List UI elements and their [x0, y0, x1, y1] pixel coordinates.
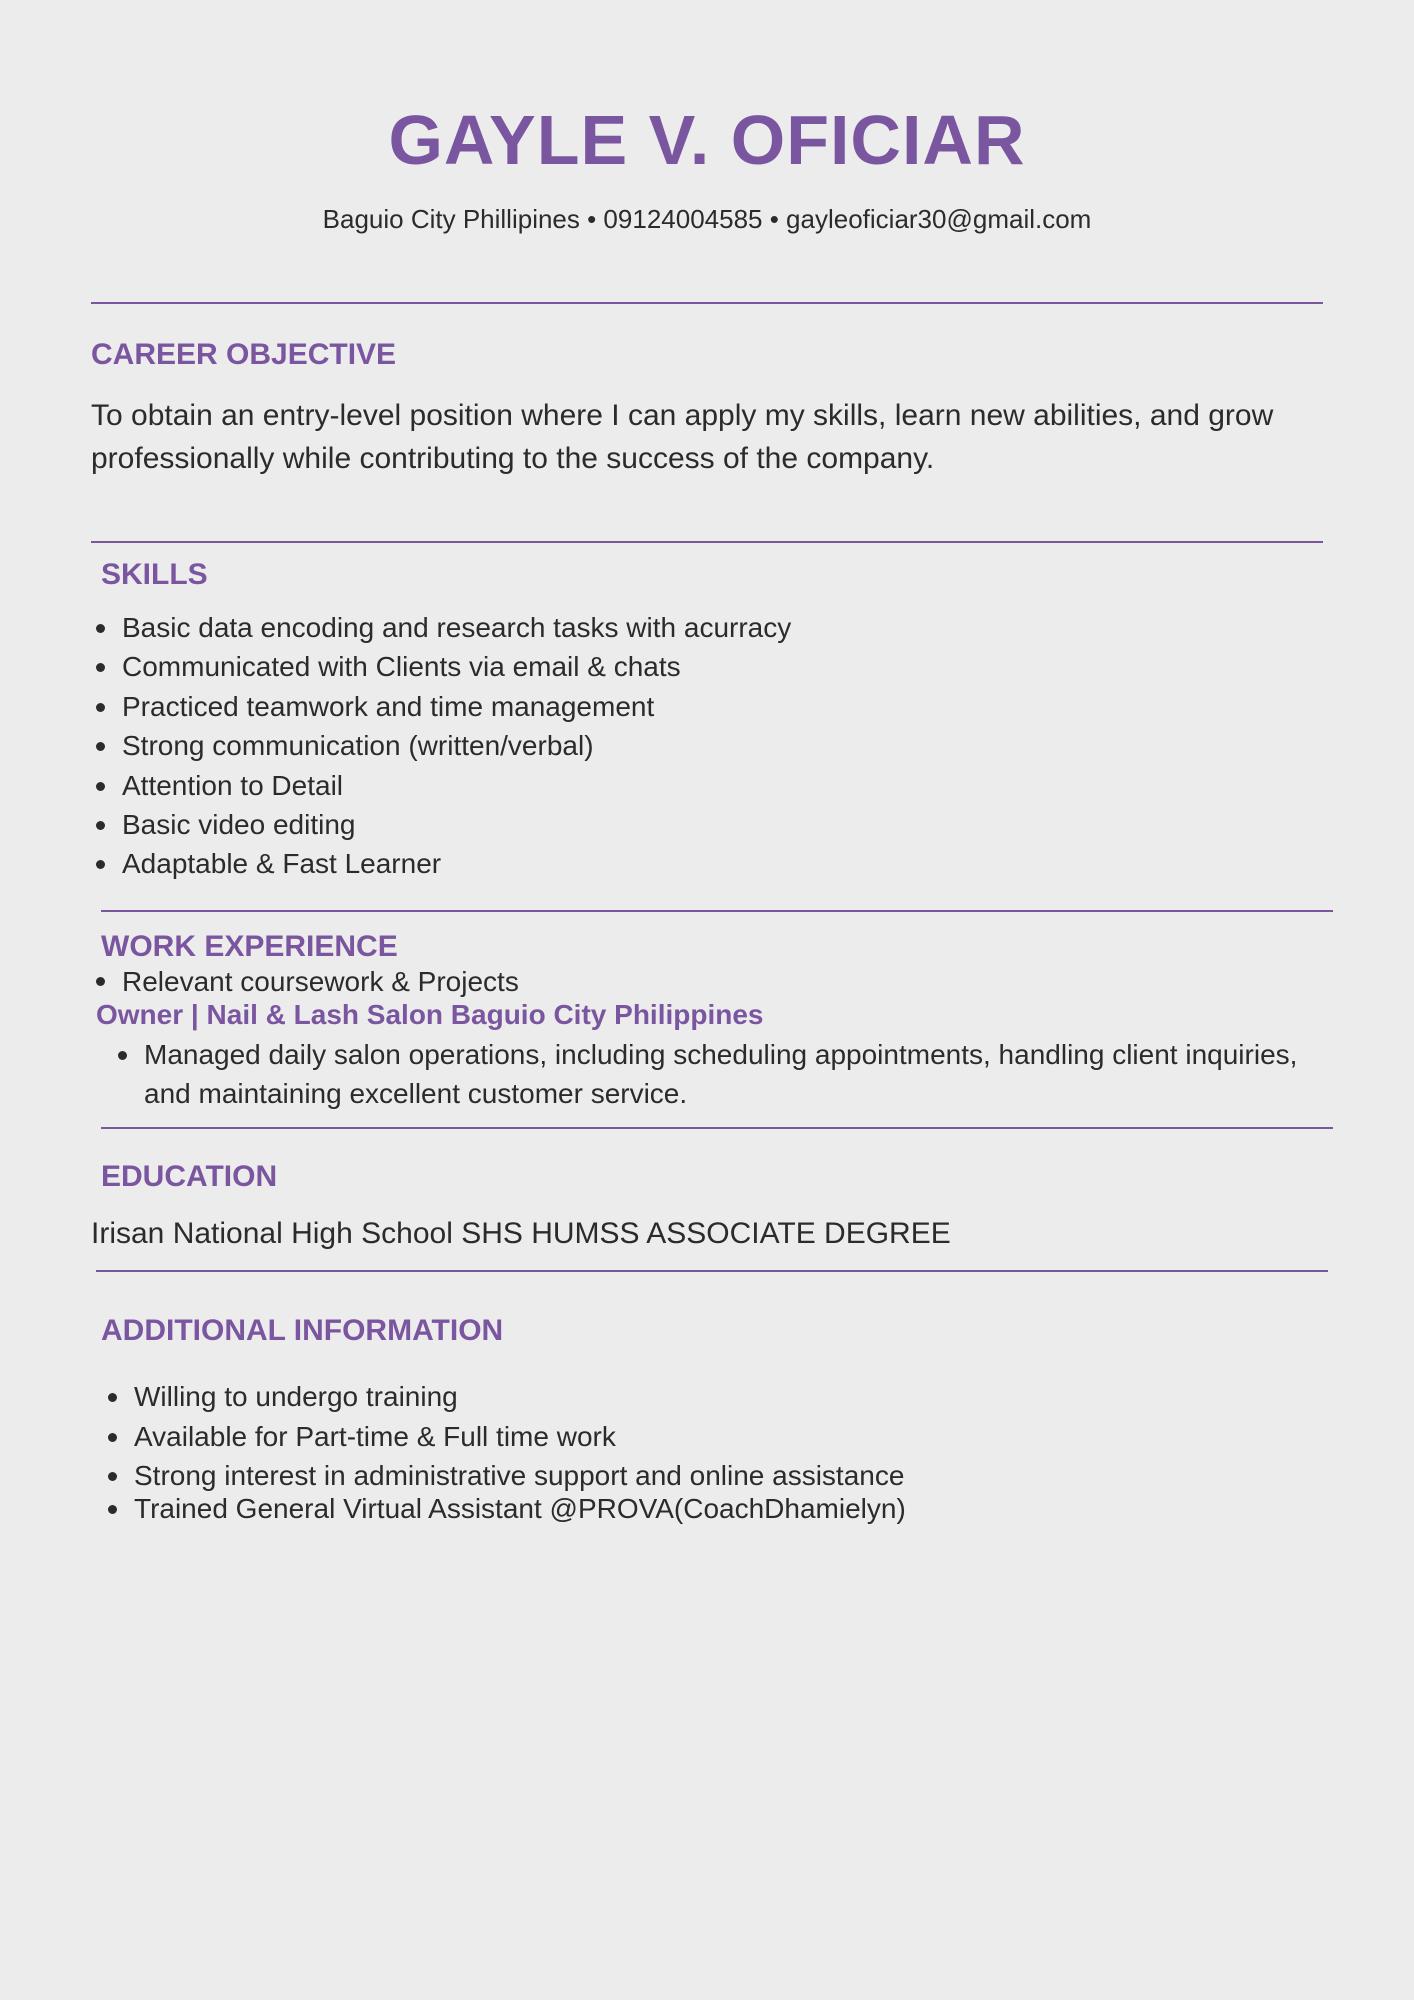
divider — [91, 302, 1323, 304]
list-item: Trained General Virtual Assistant @PROVA(CoachDhamielyn) — [104, 1491, 906, 1527]
divider — [96, 1270, 1328, 1272]
list-item: Communicated with Clients via email & chats — [92, 647, 791, 686]
skills-list — [92, 608, 791, 884]
list-item: Practiced teamwork and time management — [92, 687, 791, 726]
additional-information-list — [104, 1379, 906, 1527]
list-item: Relevant coursework & Projects — [92, 962, 519, 1001]
career-objective-text: To obtain an entry-level position where I can apply my skills, learn new abilities, and grow professionally while contributing to the success of the company. — [91, 399, 1274, 475]
divider — [101, 1127, 1333, 1129]
list-item: Available for Part-time & Full time work — [104, 1419, 906, 1455]
education-text: Irisan National High School SHS HUMSS ASSOCIATE DEGREE — [91, 1217, 951, 1250]
list-item: Strong interest in administrative support and online assistance — [104, 1458, 906, 1494]
education-heading: EDUCATION — [101, 1160, 278, 1193]
resume-name: GAYLE V. OFICIAR — [388, 101, 1026, 179]
list-item: Basic video editing — [92, 805, 791, 844]
list-item: Attention to Detail — [92, 766, 791, 805]
contact-info: Baguio City Phillipines • 09124004585 • gayleoficiar30@gmail.com — [322, 204, 1092, 234]
job-description: Managed daily salon operations, including scheduling appointments, handling client inquiries, and maintaining excellent customer service. — [114, 1035, 1324, 1113]
career-objective-heading: CAREER OBJECTIVE — [91, 338, 397, 371]
job-role: Owner | Nail & Lash Salon Baguio City Philippines — [96, 999, 764, 1030]
work-list — [92, 962, 519, 1001]
divider — [91, 541, 1323, 543]
list-item: Willing to undergo training — [104, 1379, 906, 1415]
list-item: Basic data encoding and research tasks with acurracy — [92, 608, 791, 647]
additional-information-heading: ADDITIONAL INFORMATION — [101, 1314, 504, 1347]
work-experience-heading: WORK EXPERIENCE — [101, 930, 398, 963]
list-item: Strong communication (written/verbal) — [92, 726, 791, 765]
list-item: Adaptable & Fast Learner — [92, 844, 791, 883]
skills-heading: SKILLS — [101, 558, 208, 591]
divider — [101, 910, 1333, 912]
